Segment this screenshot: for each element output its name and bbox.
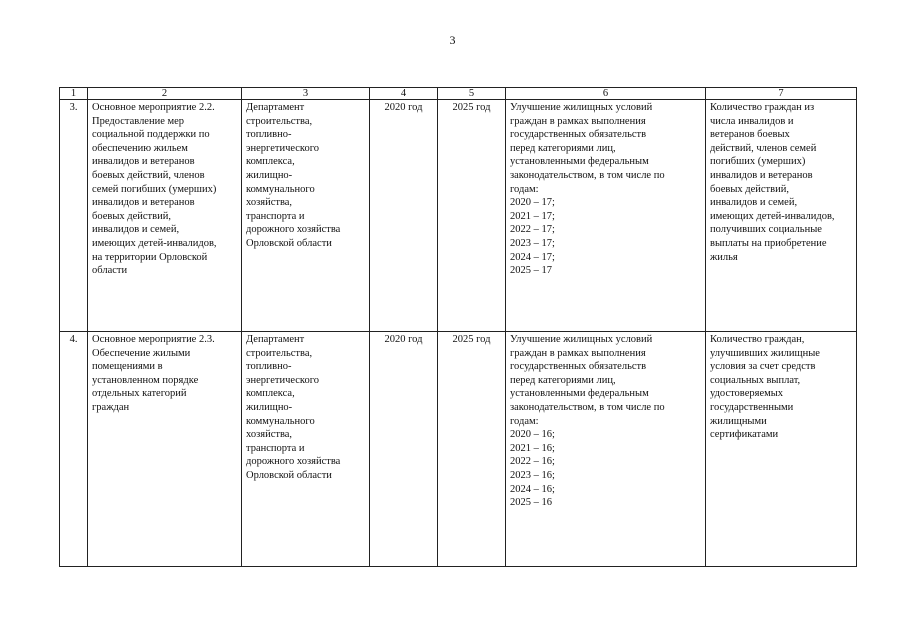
text-line: 2021 – 17;: [510, 210, 555, 222]
text-line: транспорта и: [246, 442, 305, 454]
text-line: Департамент: [246, 334, 305, 345]
text-line: законодательством, в том числе по: [510, 401, 665, 413]
text-line: на территории Орловской: [92, 251, 208, 263]
executor-cell: [242, 100, 370, 332]
text-line: боевых действий,: [710, 183, 789, 195]
text-line: коммунального: [246, 415, 315, 427]
text-line: имеющих детей-инвалидов,: [92, 237, 217, 249]
text-line: энергетического: [246, 374, 320, 386]
text-line: Орловской области: [246, 469, 332, 481]
text-line: имеющих детей-инвалидов,: [710, 210, 835, 222]
text-line: инвалидов и ветеранов: [92, 197, 195, 209]
text-line: действий, членов семей: [710, 142, 817, 154]
start-year-cell: 2020 год: [370, 332, 438, 567]
text-line: Улучшение жилищных условий: [510, 102, 653, 113]
text-line: строительства,: [246, 115, 313, 127]
text-line: граждан: [92, 401, 130, 413]
event-name-cell: [88, 100, 242, 332]
table-row: [60, 100, 857, 332]
text-line: жилья: [710, 251, 738, 263]
text-line: боевых действий,: [92, 210, 171, 222]
text-line: помещениями в: [92, 361, 163, 373]
text-line: транспорта и: [246, 210, 305, 222]
text-line: жилищно-: [246, 169, 293, 181]
text-line: инвалидов и ветеранов: [710, 169, 813, 181]
column-number-4: 4: [370, 88, 438, 100]
text-line: Улучшение жилищных условий: [510, 334, 653, 345]
text-line: 2022 – 16;: [510, 456, 555, 468]
text-line: перед категориями лиц,: [510, 374, 616, 386]
page-number: 3: [449, 33, 456, 47]
indicator-cell: [706, 332, 857, 567]
start-year-cell: 2020 год: [370, 100, 438, 332]
text-line: Департамент: [246, 102, 305, 113]
text-line: Основное мероприятие 2.3.: [92, 334, 215, 345]
text-line: инвалидов и семей,: [92, 224, 180, 236]
text-line: погибших (умерших): [710, 156, 806, 168]
text-line: Обеспечение жилыми: [92, 347, 191, 359]
text-line: Предоставление мер: [92, 115, 185, 127]
text-line: числа инвалидов и: [710, 115, 794, 127]
text-line: 2024 – 17;: [510, 251, 555, 263]
text-line: отдельных категорий: [92, 388, 187, 400]
text-line: коммунального: [246, 183, 315, 195]
text-line: перед категориями лиц,: [510, 142, 616, 154]
text-line: получивших социальные: [710, 224, 822, 236]
text-line: строительства,: [246, 347, 313, 359]
text-line: удостоверяемых: [710, 388, 784, 400]
text-line: социальной поддержки по: [92, 129, 210, 141]
text-line: установленными федеральным: [510, 156, 649, 168]
text-line: 2020 – 16;: [510, 429, 555, 441]
text-line: Основное мероприятие 2.2.: [92, 102, 215, 113]
text-line: боевых действий, членов: [92, 169, 205, 181]
program-measures-table: [59, 87, 857, 567]
text-line: области: [92, 265, 128, 277]
column-number-5: 5: [438, 88, 506, 100]
indicator-cell: [706, 100, 857, 332]
column-number-3: 3: [242, 88, 370, 100]
text-line: установленными федеральным: [510, 388, 649, 400]
text-line: законодательством, в том числе по: [510, 169, 665, 181]
expected-result-cell: [506, 332, 706, 567]
text-line: комплекса,: [246, 156, 295, 168]
text-line: 2021 – 16;: [510, 442, 555, 454]
event-name-cell: [88, 332, 242, 567]
text-line: энергетического: [246, 142, 320, 154]
column-number-1: 1: [60, 88, 88, 100]
expected-result-cell: [506, 100, 706, 332]
text-line: инвалидов и семей,: [710, 197, 798, 209]
text-line: 2020 – 17;: [510, 197, 555, 209]
end-year-cell: 2025 год: [438, 100, 506, 332]
text-line: Количество граждан,: [710, 334, 805, 345]
table-row: [60, 332, 857, 567]
text-line: жилищными: [710, 415, 767, 427]
row-number: 4.: [60, 332, 88, 567]
text-line: семей погибших (умерших): [92, 183, 217, 195]
text-line: установленном порядке: [92, 374, 199, 386]
text-line: годам:: [510, 415, 539, 427]
text-line: 2025 – 17: [510, 265, 552, 277]
row-number: 3.: [60, 100, 88, 332]
text-line: хозяйства,: [246, 197, 293, 209]
end-year-cell: 2025 год: [438, 332, 506, 567]
text-line: социальных выплат,: [710, 374, 801, 386]
text-line: инвалидов и ветеранов: [92, 156, 195, 168]
text-line: хозяйства,: [246, 429, 293, 441]
text-line: обеспечению жильем: [92, 142, 188, 154]
executor-cell: [242, 332, 370, 567]
text-line: 2025 – 16: [510, 497, 552, 509]
text-line: жилищно-: [246, 401, 293, 413]
column-number-7: 7: [706, 88, 857, 100]
text-line: Орловской области: [246, 237, 332, 249]
text-line: 2023 – 16;: [510, 469, 555, 481]
column-number-6: 6: [506, 88, 706, 100]
column-number-2: 2: [88, 88, 242, 100]
text-line: государственных обязательств: [510, 361, 647, 373]
text-line: условия за счет средств: [710, 361, 816, 373]
text-line: комплекса,: [246, 388, 295, 400]
text-line: топливно-: [246, 129, 292, 141]
text-line: улучшивших жилищные: [710, 347, 820, 359]
text-line: государственными: [710, 401, 794, 413]
text-line: дорожного хозяйства: [246, 224, 341, 236]
header-row: [60, 88, 857, 100]
text-line: сертификатами: [710, 429, 779, 441]
text-line: выплаты на приобретение: [710, 237, 827, 249]
text-line: граждан в рамках выполнения: [510, 347, 646, 359]
text-line: топливно-: [246, 361, 292, 373]
text-line: 2024 – 16;: [510, 483, 555, 495]
text-line: Количество граждан из: [710, 102, 815, 113]
text-line: граждан в рамках выполнения: [510, 115, 646, 127]
text-line: 2022 – 17;: [510, 224, 555, 236]
text-line: 2023 – 17;: [510, 237, 555, 249]
text-line: годам:: [510, 183, 539, 195]
text-line: ветеранов боевых: [710, 129, 790, 141]
text-line: дорожного хозяйства: [246, 456, 341, 468]
text-line: государственных обязательств: [510, 129, 647, 141]
